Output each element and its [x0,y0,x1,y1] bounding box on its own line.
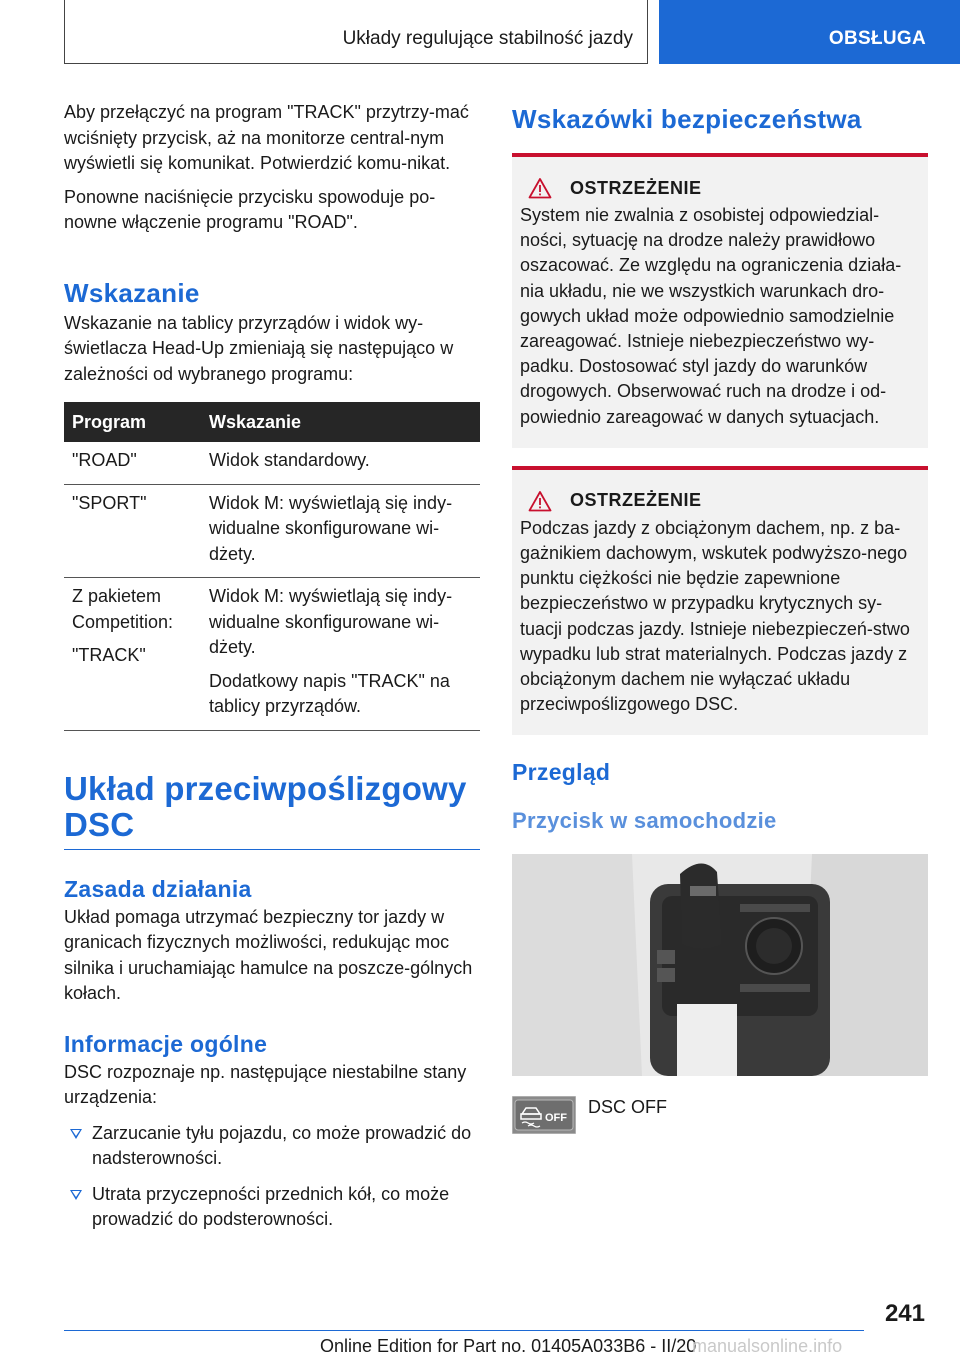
table-header-program: Program [64,402,201,442]
intro-paragraph-2: Ponowne naciśnięcie przycisku spowoduje po-nowne włączenie programu "ROAD". [64,186,436,232]
display-table [64,402,480,731]
table-cell-program [64,578,201,731]
car-console-photo [512,854,928,1076]
dsc-off-row [512,1096,928,1134]
warning-box [512,153,928,448]
cell-text: "TRACK" [72,645,146,665]
cell-text: "SPORT" [72,492,147,513]
table-header-display: Wskazanie [201,402,480,442]
cell-text: Z pakietem Competition: [72,586,174,632]
warning-triangle-icon [528,490,552,512]
section-label: OBSŁUGA [828,28,926,49]
safety-heading: Wskazówki bezpieczeństwa [512,104,862,134]
table-cell-display [201,578,480,731]
center-console-image [512,854,928,1076]
list-item [64,1121,480,1172]
table-cell-display [201,442,480,484]
heading-rule [64,849,480,850]
warning-title: OSTRZEŻENIE [570,490,702,511]
info-text: DSC rozpoznaje np. następujące niestabilne stany urządzenia: [64,1061,467,1107]
dsc-icon-text: OFF [545,1112,567,1125]
right-column [512,100,928,1134]
table-cell-program [64,484,201,578]
cell-text: "ROAD" [72,450,137,470]
list-item-text: Utrata przyczepności przednich kół, co może prowadzić do podsterowności. [92,1183,450,1229]
header-chapter-box [64,0,648,64]
warning-triangle-icon [528,177,552,199]
zasada-text: Układ pomaga utrzymać bezpieczny tor jazdy w granicach fizycznych możliwości, redukując moc silnika i uruchamiając hamulce na poszcze-gólnych kołach. [64,906,473,1003]
triangle-bullet-icon [70,1129,82,1139]
wskazanie-heading: Wskazanie [64,277,200,308]
cell-text: Widok standardowy. [209,450,370,470]
watermark: manualsonline.info [692,1336,843,1356]
dsc-off-label: DSC OFF [588,1097,667,1118]
dsc-off-icon-graphic [512,1096,576,1134]
warning-text: System nie zwalnia z osobistej odpowiedzial-ności, sytuację na drodze należy prawidłowo oszacować. Ze względu na ograniczenia działa-nia układu, nie we wszystkich warunkach dro-gowych układ może odpowiednio samodzielnie zareagować. Istnieje niebezpieczeństwo wy-padku. Dostosować styl jazdy do warunków drogowych. Obserwować ruch na drodze i od-powiednio zareagować w danych sytuacjach. [520,205,902,427]
table-row [64,578,480,731]
table-row [64,484,480,578]
overview-heading: Przegląd [512,759,611,786]
warning-header [528,177,920,199]
footer-rule [64,1330,864,1331]
cell-text: Widok M: wyświetlają się indy-widualne skonfigurowane wi-dżety. [209,492,453,564]
intro-paragraph-1: Aby przełączyć na program "TRACK" przytrzy-mać wciśnięty przycisk, aż na monitorze central-nym wyświetli się komunikat. Potwierdzić komu-nikat. [64,102,469,173]
edition-text: Online Edition for Part no. 01405A033B6 - II/20 [320,1336,697,1356]
chapter-title: Układy regulujące stabilność jazdy [342,28,633,49]
list-item [64,1182,480,1233]
table-cell-program [64,442,201,484]
bullet-list [64,1121,480,1233]
triangle-bullet-icon [70,1190,82,1200]
dsc-heading: Układ przeciwpoślizgowy DSC [64,769,467,843]
list-item-text: Zarzucanie tyłu pojazdu, co może prowadzić do nadsterowności. [92,1122,472,1168]
zasada-heading: Zasada działania [64,875,252,902]
warning-box [512,466,928,736]
cell-text: Dodatkowy napis "TRACK" na tablicy przyrządów. [209,670,450,716]
table-cell-display [201,484,480,578]
button-heading: Przycisk w samochodzie [512,808,777,834]
header-section-tab [659,0,960,64]
wskazanie-text: Wskazanie na tablicy przyrządów i widok wy-świetlacza Head-Up zmieniają się następująco w zależności od wybranego programu: [64,312,454,384]
cell-text: Widok M: wyświetlają się indy-widualne skonfigurowane wi-dżety. [209,586,453,657]
dsc-off-icon [512,1096,576,1134]
warning-text: Podczas jazdy z obciążonym dachem, np. z ba-gażnikiem dachowym, wskutek podwyższo-nego punktu ciężkości nie będzie zapewnione bezpieczeństwo w przypadku krytycznych sy-tuacji podczas jazdy. Istnieje niebezpieczeń-stwo wypadku lub strat materialnych. Podczas jazdy z obciążonym dachem nie wyłączać układu przeciwpoślizgowego DSC. [520,517,910,715]
warning-title: OSTRZEŻENIE [570,177,702,198]
table-row [64,442,480,484]
page-number: 241 [884,1300,925,1327]
info-heading: Informacje ogólne [64,1030,268,1057]
warning-header [528,490,920,512]
left-column [64,100,480,1243]
